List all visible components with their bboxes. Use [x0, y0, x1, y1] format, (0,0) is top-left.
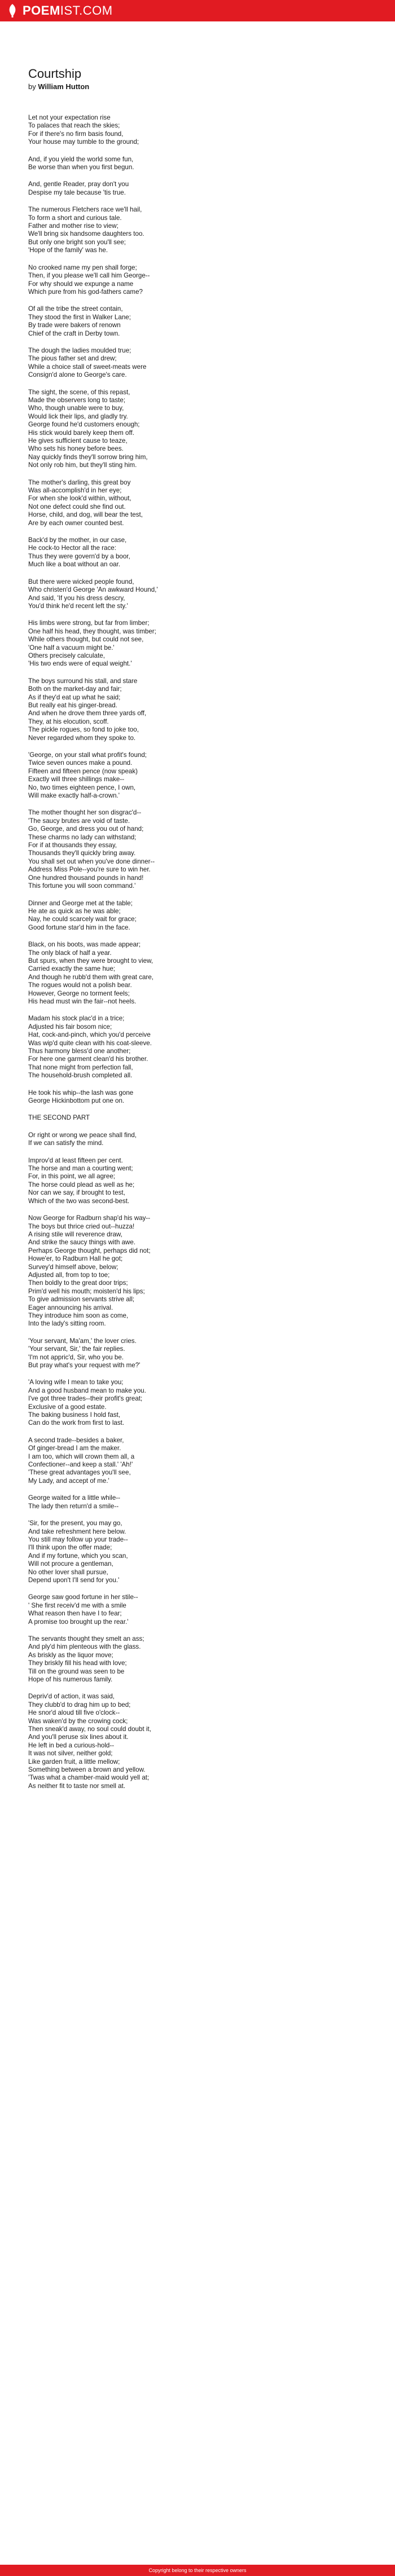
stanza: [28, 1089, 367, 1106]
poem-line: 'Your servant, Ma'am,' the lover cries.: [28, 1337, 137, 1345]
poem-line: Made the observers long to taste;: [28, 396, 126, 404]
logo-light-text: IST.COM: [60, 3, 113, 17]
poem-line: By trade were bakers of renown: [28, 322, 121, 329]
stanza: [28, 1337, 367, 1370]
poem-line: Adjusted all, from top to toe;: [28, 1271, 110, 1279]
poem-line: To give admission servants strive all;: [28, 1296, 135, 1304]
poem-line: The only black of half a year.: [28, 949, 112, 957]
poem-line: While others thought, but could not see,: [28, 636, 144, 644]
poem-line: For when she look'd within, without,: [28, 495, 131, 503]
stanza: [28, 1520, 367, 1584]
poem-line: Nay, he could scarcely wait for grace;: [28, 915, 137, 923]
stanza: [28, 389, 367, 470]
stanza: [28, 347, 367, 380]
poem-line: 'These great advantages you'll see,: [28, 1469, 131, 1477]
poem-line: No other lover shall pursue,: [28, 1568, 108, 1576]
poem-line: George saw good fortune in her stile--: [28, 1593, 138, 1601]
poem-line: Chief of the craft in Derby town.: [28, 329, 120, 337]
stanza: [28, 479, 367, 527]
poem-line: He snor'd aloud till five o'clock--: [28, 1709, 120, 1717]
poem-line: Which of the two was second-best.: [28, 1197, 130, 1205]
stanza: [28, 619, 367, 668]
poem-line: The sight, the scene, of this repast,: [28, 388, 130, 396]
poem-line: You'd think he'd recent left the sty.': [28, 602, 128, 610]
poem-line: They stood the first in Walker Lane;: [28, 313, 131, 321]
poem-line: Was all-accomplish'd in her eye;: [28, 487, 122, 495]
stanza: [28, 1593, 367, 1626]
poem-line: Black, on his boots, was made appear;: [28, 941, 141, 949]
author-link[interactable]: William Hutton: [38, 82, 90, 91]
stanza: [28, 578, 367, 611]
poem-line: ' She first receiv'd me with a smile: [28, 1601, 126, 1609]
poem-line: For here one garment clean'd his brother.: [28, 1055, 148, 1063]
poem-line: Good fortune star'd him in the face.: [28, 923, 130, 931]
quill-logo-icon[interactable]: [7, 3, 18, 18]
poem-line: Who sets his honey before bees.: [28, 445, 124, 453]
poem-line: Then sneak'd away, no soul could doubt it,: [28, 1725, 151, 1733]
poem-line: Of ginger-bread I am the maker.: [28, 1445, 121, 1452]
poem-line: Will make exactly half-a-crown.': [28, 792, 120, 800]
poem-line: Be worse than when you first begun.: [28, 164, 134, 171]
poem-line: His limbs were strong, but far from limber;: [28, 619, 150, 627]
poem-line: While a choice stall of sweet-meats were: [28, 363, 147, 371]
poem-line: Madam his stock plac'd in a trice;: [28, 1015, 125, 1023]
poem-line: Never regarded whom they spoke to.: [28, 734, 136, 742]
poem-line: 'A loving wife I mean to take you;: [28, 1379, 124, 1386]
stanza: [28, 677, 367, 742]
poem-line: George Hickinbottom put one on.: [28, 1097, 125, 1105]
poem-line: Perhaps George thought, perhaps did not;: [28, 1247, 151, 1254]
poem-title: Courtship: [28, 67, 82, 81]
poem-line: Like garden fruit, a little mellow;: [28, 1758, 120, 1765]
poem-line: Hat, cock-and-pinch, which you'd perceive: [28, 1031, 151, 1039]
poem-line: Will not procure a gentleman,: [28, 1560, 113, 1568]
poem-line: Which pure from his god-fathers came?: [28, 288, 143, 296]
poem-line: They clubb'd to drag him up to bed;: [28, 1701, 131, 1708]
stanza: [28, 900, 367, 932]
poem-line: A second trade--besides a baker,: [28, 1436, 124, 1444]
stanza: [28, 264, 367, 297]
poem-line: 'Twas what a chamber-maid would yell at;: [28, 1774, 150, 1782]
poem-line: Not only rob him, but they'll sting him.: [28, 461, 137, 469]
poem-line: But there were wicked people found,: [28, 578, 134, 585]
poem-line: Address Miss Pole--you're sure to win her.: [28, 866, 151, 874]
poem-line: Horse, child, and dog, will bear the test,: [28, 511, 143, 519]
poem-line: We'll bring six handsome daughters too.: [28, 230, 144, 238]
poem-line: Back'd by the mother, in our case,: [28, 536, 127, 544]
poem-line: And when he drove them three yards off,: [28, 710, 147, 717]
stanza: [28, 180, 367, 197]
poem-line: Was waken'd by the crowing cock;: [28, 1717, 128, 1725]
poem-line: 'Your servant, Sir,' the fair replies.: [28, 1345, 125, 1353]
poem-line: What reason then have I to fear;: [28, 1610, 122, 1618]
poem-line: 'Hope of the family' was he.: [28, 246, 108, 254]
poem-line: The numerous Fletchers race we'll hail,: [28, 206, 142, 214]
poem-line: They briskly fill his head with love;: [28, 1659, 127, 1667]
poem-line: Would lick their lips, and gladly try.: [28, 412, 128, 420]
poem-line: As if they'd eat up what he said;: [28, 693, 121, 701]
stanza: [28, 114, 367, 147]
poem-line: A rising stile will reverence draw,: [28, 1230, 122, 1238]
poem-line: Depend upon't I'll send for you.': [28, 1576, 120, 1584]
stanza: [28, 751, 367, 800]
poem-line: He ate as quick as he was able;: [28, 907, 121, 915]
poem-line: Eager announcing his arrival.: [28, 1304, 113, 1311]
poem-line: Exclusive of a good estate.: [28, 1403, 107, 1411]
poem-line: His stick would barely keep them off.: [28, 429, 134, 437]
poem-line: As neither fit to taste nor smell at.: [28, 1782, 126, 1790]
poem-line: Exactly will three shillings make--: [28, 776, 125, 783]
poem-line: Thus harmony bless'd one another;: [28, 1047, 131, 1055]
stanza: [28, 1015, 367, 1080]
poem-line: Into the lady's sitting room.: [28, 1320, 106, 1328]
poem-line: Nor can we say, if brought to test,: [28, 1189, 125, 1197]
poem-line: The pious father set and drew;: [28, 355, 117, 363]
poem-line: Confectioner--and keep a stall.' 'Ah!': [28, 1461, 133, 1469]
poem-line: Can do the work from first to last.: [28, 1419, 125, 1427]
poem-line: George found he'd customers enough;: [28, 421, 140, 429]
poem-line: I am too, which will crown them all, a: [28, 1452, 135, 1460]
stanza: [28, 941, 367, 1006]
poem-line: And strike the saucy things with awe.: [28, 1239, 136, 1247]
poem-line: Now George for Radburn shap'd his way--: [28, 1214, 151, 1222]
stanza: [28, 1379, 367, 1427]
poem-line: Nay quickly finds they'll sorrow bring him,: [28, 453, 148, 461]
poem-line: Depriv'd of action, it was said,: [28, 1693, 115, 1701]
poem-line: Fifteen and fifteen pence (now speak): [28, 767, 138, 775]
poem-line: Of all the tribe the street contain,: [28, 305, 123, 313]
poem-line: Father and mother rise to view;: [28, 222, 118, 230]
poem-line: The horse could plead as well as he;: [28, 1181, 135, 1188]
poem-line: Prim'd well his mouth; moisten'd his lips;: [28, 1287, 145, 1295]
poem-line: Adjusted his fair bosom nice;: [28, 1023, 112, 1031]
poem-line: And you'll peruse six lines about it.: [28, 1733, 129, 1741]
poem-line: Survey'd himself above, below;: [28, 1263, 118, 1271]
poem-line: But pray what's your request with me?': [28, 1362, 141, 1369]
byline-prefix: by: [28, 82, 36, 91]
poem-line: 'George, on your stall what profit's found;: [28, 751, 147, 759]
stanza: [28, 1131, 367, 1148]
poem-line: And, gentle Reader, pray don't you: [28, 180, 129, 188]
poem-line: For if there's no firm basis found,: [28, 130, 124, 138]
stanza: [28, 809, 367, 890]
poem-line: Who christen'd George 'An awkward Hound,': [28, 586, 158, 594]
poem-line: To form a short and curious tale.: [28, 214, 122, 222]
poem-line: No crooked name my pen shall forge;: [28, 263, 137, 271]
poem-line: The horse and man a courting went;: [28, 1165, 133, 1173]
poem-line: Till on the ground was seen to be: [28, 1667, 125, 1675]
poem-line: And take refreshment here below.: [28, 1527, 126, 1535]
poem-line: Who, though unable were to buy,: [28, 404, 124, 412]
poem-line: No, two times eighteen pence, I own,: [28, 783, 136, 791]
stanza: [28, 206, 367, 254]
poem-line: One half his head, they thought, was timber;: [28, 627, 156, 635]
poem-line: Thus they were govern'd by a boor,: [28, 552, 130, 560]
poem-line: They introduce him soon as come,: [28, 1311, 129, 1319]
poem-line: Was wip'd quite clean with his coat-sleeve.: [28, 1039, 152, 1047]
poem-line: Hope of his numerous family.: [28, 1676, 113, 1683]
poem-line: The boys surround his stall, and stare: [28, 677, 138, 685]
poem-line: Let not your expectation rise: [28, 114, 111, 121]
poem-line: Both on the market-day and fair;: [28, 685, 122, 693]
site-footer: [0, 2565, 395, 2576]
poem-line: But spurs, when they were brought to view,: [28, 957, 153, 965]
poem-line: And said, 'If you his dress descry,: [28, 594, 125, 602]
site-header: [0, 0, 395, 21]
poem-line: The mother's darling, this great boy: [28, 478, 131, 486]
logo-bold-text: POEM: [23, 3, 60, 17]
poem-line: But really eat his ginger-bread.: [28, 701, 117, 709]
poem-line: Thousands they'll quickly bring away.: [28, 849, 136, 857]
poem-line: The rogues would not a polish bear.: [28, 981, 132, 989]
poem-line: George waited for a little while--: [28, 1494, 121, 1502]
poem-line: The mother thought her son disgrac'd--: [28, 809, 142, 817]
poem-line: Your house may tumble to the ground;: [28, 138, 139, 146]
poem-line: To palaces that reach the skies;: [28, 122, 120, 130]
poem-line: His head must win the fair--not heels.: [28, 997, 137, 1005]
poem-line: That none might from perfection fall,: [28, 1063, 133, 1071]
poem-line: He left in bed a curious-hold--: [28, 1741, 115, 1749]
poem-line: Howe'er, to Radburn Hall he got;: [28, 1255, 123, 1263]
poem-article: [28, 67, 367, 1799]
poem-line: Dinner and George met at the table;: [28, 899, 133, 907]
poem-line: Much like a boat without an oar.: [28, 561, 121, 569]
poem-line: 'His two ends were of equal weight.': [28, 660, 132, 668]
poem-line: The baking business I hold fast,: [28, 1411, 121, 1419]
poem-line: 'One half a vacuum might be.': [28, 644, 115, 651]
stanza: [28, 1214, 367, 1328]
poem-line: And, if you yield the world some fun,: [28, 155, 134, 163]
poem-line: The lady then return'd a smile--: [28, 1502, 119, 1510]
poem-line: I've got three trades--their profit's great;: [28, 1395, 143, 1403]
poem-line: It was not silver, neither gold;: [28, 1750, 113, 1758]
poem-line: Despise my tale because 'tis true.: [28, 188, 126, 196]
poem-line: This fortune you will soon command.': [28, 882, 136, 890]
stanza: [28, 1494, 367, 1511]
poem-line: Go, George, and dress you out of hand;: [28, 825, 144, 833]
stanza: [28, 1635, 367, 1684]
poem-line: As briskly as the liquor move;: [28, 1651, 113, 1659]
poem-line: Or right or wrong we peace shall find,: [28, 1131, 137, 1139]
poem-line: And a good husband mean to make you.: [28, 1386, 146, 1394]
poem-line: THE SECOND PART: [28, 1114, 90, 1122]
stanza: [28, 1693, 367, 1790]
poem-line: He took his whip--the lash was gone: [28, 1089, 134, 1097]
poem-line: For, in this point, we all agree;: [28, 1173, 116, 1181]
poem-line: For if at thousands they essay,: [28, 842, 117, 849]
stanza: [28, 1437, 367, 1485]
poem-line: The dough the ladies moulded true;: [28, 346, 131, 354]
poem-line: 'Sir, for the present, you may go,: [28, 1520, 122, 1527]
poem-line: These charms no lady can withstand;: [28, 833, 137, 841]
poem-line: You shall set out when you've done dinner--: [28, 857, 155, 865]
poem-line: If we can satisfy the mind.: [28, 1139, 104, 1147]
poem-line: One hundred thousand pounds in hand!: [28, 874, 144, 882]
stanza: [28, 1114, 367, 1122]
site-logo[interactable]: [23, 3, 113, 18]
poem-line: Are by each owner counted best.: [28, 519, 124, 527]
poem-line: They, at his elocution, scoff.: [28, 717, 109, 725]
poem-line: Improv'd at least fifteen per cent.: [28, 1156, 123, 1164]
poem-line: Twice seven ounces make a pound.: [28, 759, 133, 767]
poem-line: However, George no torment feels;: [28, 989, 130, 997]
stanza: [28, 536, 367, 569]
poem-line: He cock-to Hector all the race:: [28, 544, 116, 552]
poem-line: Something between a brown and yellow.: [28, 1766, 146, 1774]
poem-line: Consign'd alone to George's care.: [28, 371, 127, 379]
copyright-text: Copyright belong to their respective owners: [148, 2568, 247, 2573]
poem-line: Then, if you please we'll call him George--: [28, 272, 150, 280]
poem-line: For why should we expunge a name: [28, 280, 134, 288]
poem-line: The household-brush completed all.: [28, 1072, 133, 1080]
poem-line: The boys but thrice cried out--huzza!: [28, 1222, 135, 1230]
poem-line: Then boldly to the great door trips;: [28, 1279, 128, 1287]
poem-line: Carried exactly the same hue;: [28, 965, 116, 973]
poem-line: A promise too brought up the rear.': [28, 1618, 129, 1626]
poem-line: And though he rubb'd them with great care,: [28, 973, 153, 981]
stanza: [28, 305, 367, 338]
poem-line: And ply'd him plenteous with the glass.: [28, 1643, 141, 1651]
poem-body: [28, 114, 367, 1790]
poem-line: He gives sufficient cause to teaze,: [28, 437, 128, 444]
poem-line: The servants thought they smelt an ass;: [28, 1635, 144, 1643]
poem-line: 'I'm not appric'd, Sir, who you be.: [28, 1353, 124, 1361]
poem-line: But only one bright son you'll see;: [28, 238, 126, 246]
stanza: [28, 156, 367, 172]
poem-line: The pickle rogues, so fond to joke too,: [28, 726, 139, 734]
poem-byline: [28, 82, 367, 91]
poem-line: Not one defect could she find out.: [28, 503, 126, 510]
poem-line: 'The saucy brutes are void of taste.: [28, 817, 130, 825]
stanza: [28, 1157, 367, 1205]
poem-line: I'll think upon the offer made;: [28, 1544, 112, 1552]
poem-line: You still may follow up your trade--: [28, 1535, 128, 1543]
poem-line: My Lady, and accept of me.': [28, 1477, 109, 1485]
poem-line: And if my fortune, which you scan,: [28, 1552, 128, 1560]
poem-line: Others precisely calculate,: [28, 651, 105, 659]
